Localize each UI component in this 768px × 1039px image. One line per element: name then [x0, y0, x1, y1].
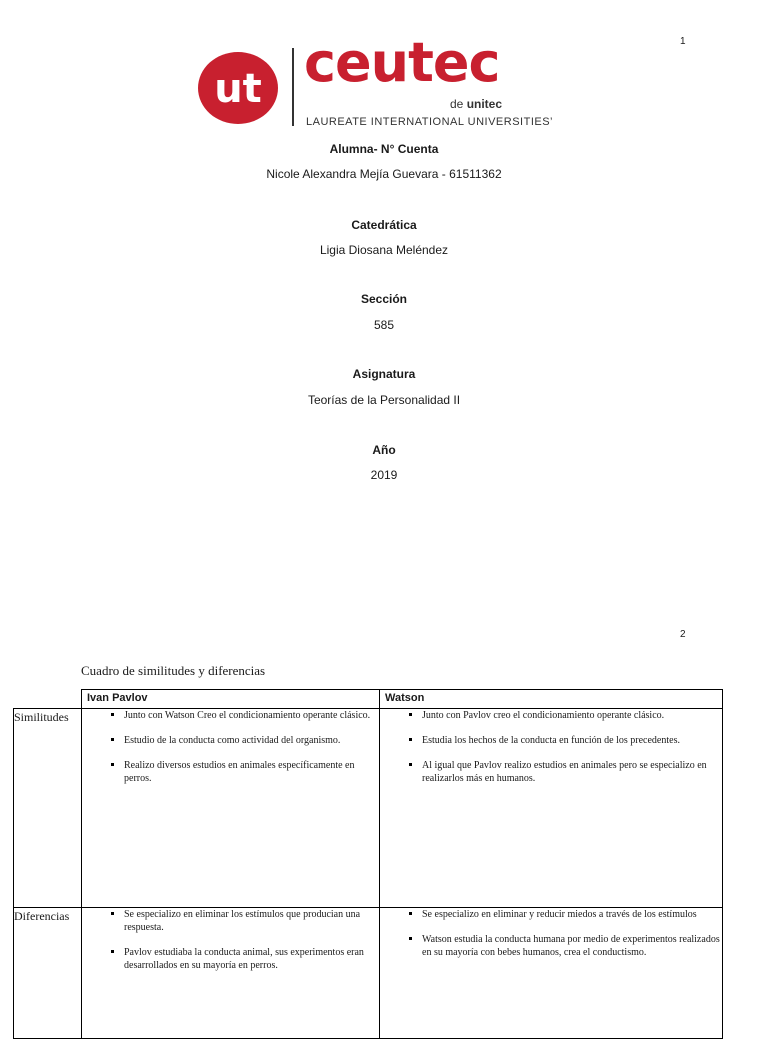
field-value-subject: Teorías de la Personalidad II: [307, 393, 461, 407]
row-label-similitudes: Similitudes: [14, 709, 82, 908]
row-label-diferencias: Diferencias: [14, 908, 82, 1039]
list-item: Al igual que Pavlov realizo estudios en animales pero se especializo en realizarlos más en humanos.: [422, 759, 722, 785]
list-item: Pavlov estudiaba la conducta animal, sus experimentos eran desarrollados en su mayoría en perros.: [124, 946, 379, 972]
table-row: [14, 709, 723, 908]
list-item: Se especializo en eliminar los estímulos que producian una respuesta.: [124, 908, 379, 934]
comparison-table: [13, 689, 723, 1039]
field-value-section: 585: [373, 318, 395, 332]
ut-emblem-icon: [198, 52, 278, 124]
list-item: Se especializo en eliminar y reducir miedos a través de los estímulos: [422, 908, 722, 921]
logo-sub-prefix: de: [450, 97, 467, 111]
field-label-professor: Catedrática: [351, 218, 417, 232]
cell-similitudes-pavlov: [82, 709, 380, 908]
table-row: [14, 908, 723, 1039]
logo-divider: [292, 48, 294, 126]
list-item: Junto con Watson Creo el condicionamiento operante clásico.: [124, 709, 379, 722]
field-label-student: Alumna- N° Cuenta: [329, 142, 439, 156]
list-item: Estudio de la conducta como actividad del organismo.: [124, 734, 379, 747]
cell-diferencias-watson: [380, 908, 723, 1039]
column-header-watson: Watson: [380, 690, 723, 709]
field-value-student: Nicole Alexandra Mejía Guevara - 61511362: [266, 167, 502, 181]
cell-similitudes-watson: [380, 709, 723, 908]
list-item: Realizo diversos estudios en animales específicamente en perros.: [124, 759, 379, 785]
list-item: Watson estudia la conducta humana por medio de experimentos realizados en su mayoría con bebes humanos, crea el conductismo.: [422, 933, 722, 959]
table-corner: [14, 690, 82, 709]
field-label-section: Sección: [360, 292, 408, 306]
page-number: 1: [680, 36, 686, 47]
emblem-text: ut: [214, 66, 262, 112]
cell-diferencias-pavlov: [82, 908, 380, 1039]
column-header-pavlov: Ivan Pavlov: [82, 690, 380, 709]
field-label-subject: Asignatura: [352, 367, 416, 381]
field-value-professor: Ligia Diosana Meléndez: [319, 243, 449, 257]
logo-sub-brand: unitec: [466, 97, 503, 111]
field-value-year: 2019: [370, 468, 398, 482]
list-item: Estudia los hechos de la conducta en función de los precedentes.: [422, 734, 722, 747]
logo-wordmark: ceutec: [304, 31, 500, 94]
field-label-year: Año: [372, 443, 396, 457]
page-heading: Cuadro de similitudes y diferencias: [81, 663, 266, 678]
list-item: Junto con Pavlov creo el condicionamiento operante clásico.: [422, 709, 722, 722]
logo-tagline: LAUREATE INTERNATIONAL UNIVERSITIES’: [306, 116, 554, 128]
logo-subbrand: [450, 97, 502, 111]
page-number: 2: [680, 629, 686, 640]
table-header-row: [14, 690, 723, 709]
